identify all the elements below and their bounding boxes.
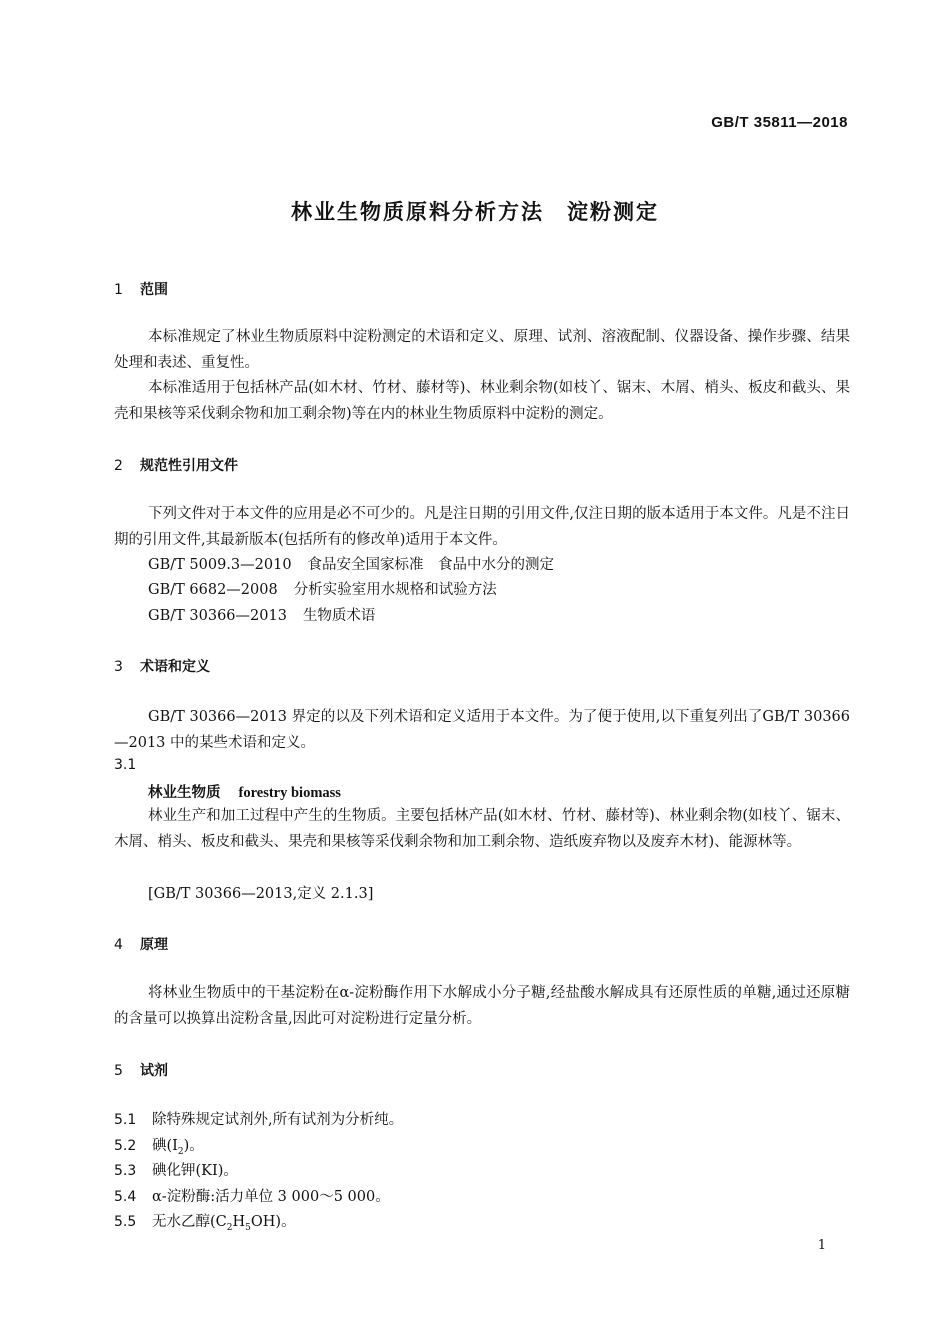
reagent-text: 无水乙醇(C: [152, 1214, 227, 1230]
scope-paragraph-1: 本标准规定了林业生物质原料中淀粉测定的术语和定义、原理、试剂、溶液配制、仪器设备、操作步骤、结果处理和表述、重复性。: [114, 329, 850, 371]
reagent-number: 5.4: [114, 1189, 137, 1205]
reagent-item: [114, 1159, 238, 1180]
section-heading-normative-references: [114, 455, 238, 475]
reagent-text: 碘化钾(KI)。: [152, 1163, 238, 1179]
page-number: 1: [817, 1238, 826, 1253]
term-chinese: 林业生物质: [148, 785, 221, 801]
subscript: 2: [177, 1146, 184, 1157]
reagent-text: )。: [183, 1138, 204, 1154]
reagent-item: [114, 1185, 390, 1206]
document-title: 林业生物质原料分析方法 淀粉测定: [291, 200, 659, 224]
references-paragraph: 下列文件对于本文件的应用是必不可少的。凡是注日期的引用文件,仅注日期的版本适用于本文件。凡是不注日期的引用文件,其最新版本(包括所有的修改单)适用于本文件。: [114, 506, 850, 548]
section-title: 规范性引用文件: [140, 458, 238, 474]
reference-item: [148, 604, 375, 625]
section-number: 1: [114, 282, 123, 298]
section-title: 原理: [140, 937, 168, 953]
section-title: 范围: [140, 282, 168, 298]
reference-title: 分析实验室用水规格和试验方法: [293, 582, 497, 598]
section-title: 术语和定义: [140, 659, 210, 675]
term-source: [GB/T 30366—2013,定义 2.1.3]: [148, 886, 374, 902]
reagent-number: 5.5: [114, 1214, 137, 1230]
section-heading-principle: [114, 934, 168, 954]
principle-paragraph: 将林业生物质中的干基淀粉在α-淀粉酶作用下水解成小分子糖,经盐酸水解成具有还原性质的单糖,通过还原糖的含量可以换算出淀粉含量,因此可对淀粉进行定量分析。: [114, 985, 850, 1027]
reagent-number: 5.1: [114, 1112, 137, 1128]
section-number: 2: [114, 458, 123, 474]
reagent-text: OH)。: [250, 1214, 296, 1230]
term-entry: [148, 781, 341, 802]
clause-number: 3.1: [114, 757, 137, 773]
reagent-text: H: [232, 1214, 246, 1230]
section-title: 试剂: [140, 1063, 168, 1079]
reference-title: 生物质术语: [302, 608, 376, 624]
section-heading-scope: [114, 279, 168, 299]
standard-number: GB/T 35811—2018: [711, 114, 848, 131]
reference-title: 食品安全国家标准 食品中水分的测定: [307, 557, 555, 573]
section-heading-terms: [114, 656, 210, 676]
reference-code: GB/T 30366—2013: [148, 608, 287, 624]
section-number: 4: [114, 937, 123, 953]
reagent-text: α-淀粉酶:活力单位 3 000～5 000。: [152, 1189, 390, 1205]
reference-item: [148, 578, 497, 599]
subscript: 2: [226, 1222, 233, 1233]
reagent-number: 5.3: [114, 1163, 137, 1179]
reference-code: GB/T 6682—2008: [148, 582, 278, 598]
term-english: forestry biomass: [238, 785, 341, 801]
section-heading-reagents: [114, 1060, 168, 1080]
subscript: 5: [245, 1222, 251, 1233]
reference-item: [148, 553, 554, 574]
reagent-item: [114, 1108, 403, 1129]
term-definition: 林业生产和加工过程中产生的生物质。主要包括林产品(如木材、竹材、藤材等)、林业剩余物(如枝丫、锯末、木屑、梢头、板皮和截头、果壳和果核等采伐剩余物和加工剩余物、造纸废弃物以及废弃木材)、能源林等。: [114, 808, 850, 850]
reagent-text: 碘(I: [152, 1138, 178, 1154]
reagent-number: 5.2: [114, 1138, 137, 1154]
section-number: 3: [114, 659, 123, 675]
section-number: 5: [114, 1063, 123, 1079]
reagent-text: 除特殊规定试剂外,所有试剂为分析纯。: [152, 1112, 404, 1128]
reagent-item: [114, 1134, 204, 1157]
terms-paragraph: GB/T 30366—2013 界定的以及下列术语和定义适用于本文件。为了便于使用,以下重复列出了GB/T 30366—2013 中的某些术语和定义。: [114, 709, 850, 751]
reference-code: GB/T 5009.3—2010: [148, 557, 292, 573]
scope-paragraph-2: 本标准适用于包括林产品(如木材、竹材、藤材等)、林业剩余物(如枝丫、锯末、木屑、梢头、板皮和截头、果壳和果核等采伐剩余物和加工剩余物)等在内的林业生物质原料中淀粉的测定。: [114, 380, 850, 422]
reagent-item: [114, 1210, 296, 1233]
